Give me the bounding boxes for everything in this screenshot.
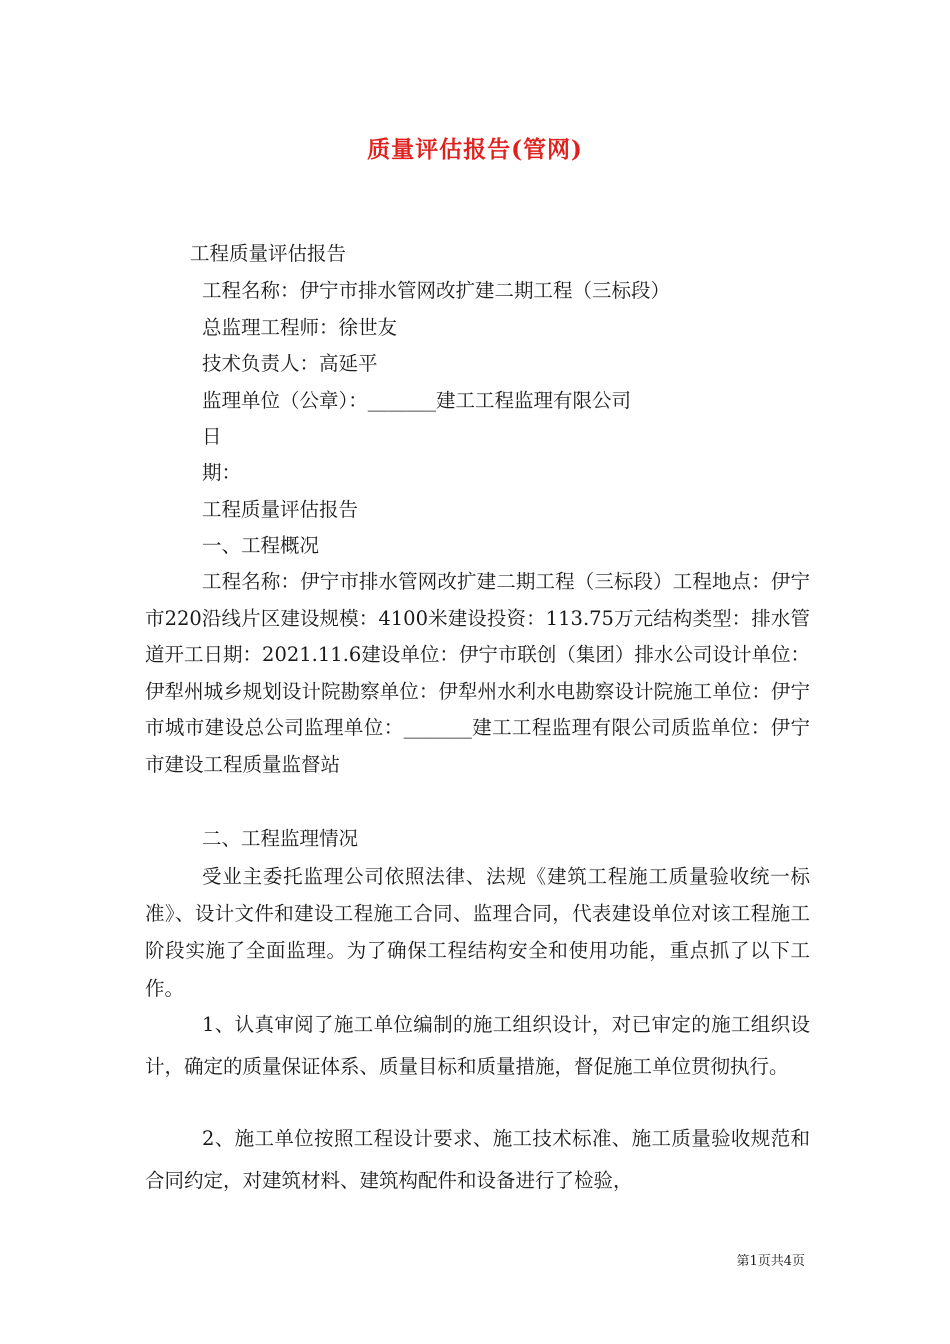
report-heading: 工程质量评估报告: [202, 498, 359, 521]
date-label-second: 期：: [202, 461, 242, 484]
project-name-line: 工程名称：伊宁市排水管网改扩建二期工程（三标段）: [202, 279, 671, 302]
section2-heading: 二、工程监理情况: [202, 827, 359, 850]
cover-heading: 工程质量评估报告: [190, 242, 347, 265]
list-item-2: 2、施工单位按照工程设计要求、施工技术标准、施工质量验收规范和合同约定，对建筑材料、建筑构配件和设备进行了检验，: [145, 1127, 810, 1192]
technical-lead-line: 技术负责人：高延平: [202, 352, 378, 375]
chief-supervisor-line: 总监理工程师：徐世友: [202, 316, 398, 339]
page-number: 第1页共4页: [736, 1254, 805, 1269]
date-label-first: 日: [202, 425, 222, 448]
list-item-1: 1、认真审阅了施工单位编制的施工组织设计，对已审定的施工组织设计，确定的质量保证体系、质量目标和质量措施，督促施工单位贯彻执行。: [145, 1013, 810, 1078]
section1-body: 工程名称：伊宁市排水管网改扩建二期工程（三标段）工程地点：伊宁市220沿线片区建设规模：4100米建设投资：113.75万元结构类型：排水管道开工日期：2021.11.6建设单位：伊宁市联创（集团）排水公司设计单位：伊犁州城乡规划设计院勘察单位：伊犁州水利水电勘察设计院施工单位：伊宁市城市建设总公司监理单位：_______建工工程监理有限公司质监单位：伊宁市建设工程质量监督站: [145, 570, 810, 776]
document-title: 质量评估报告(管网): [367, 136, 583, 163]
section1-heading: 一、工程概况: [202, 534, 320, 557]
supervision-unit-line: 监理单位（公章）：_______建工工程监理有限公司: [202, 389, 632, 412]
section2-body: 受业主委托监理公司依照法律、法规《建筑工程施工质量验收统一标准》、设计文件和建设工程施工合同、监理合同，代表建设单位对该工程施工阶段实施了全面监理。为了确保工程结构安全和使用功能，重点抓了以下工作。: [145, 865, 810, 1000]
